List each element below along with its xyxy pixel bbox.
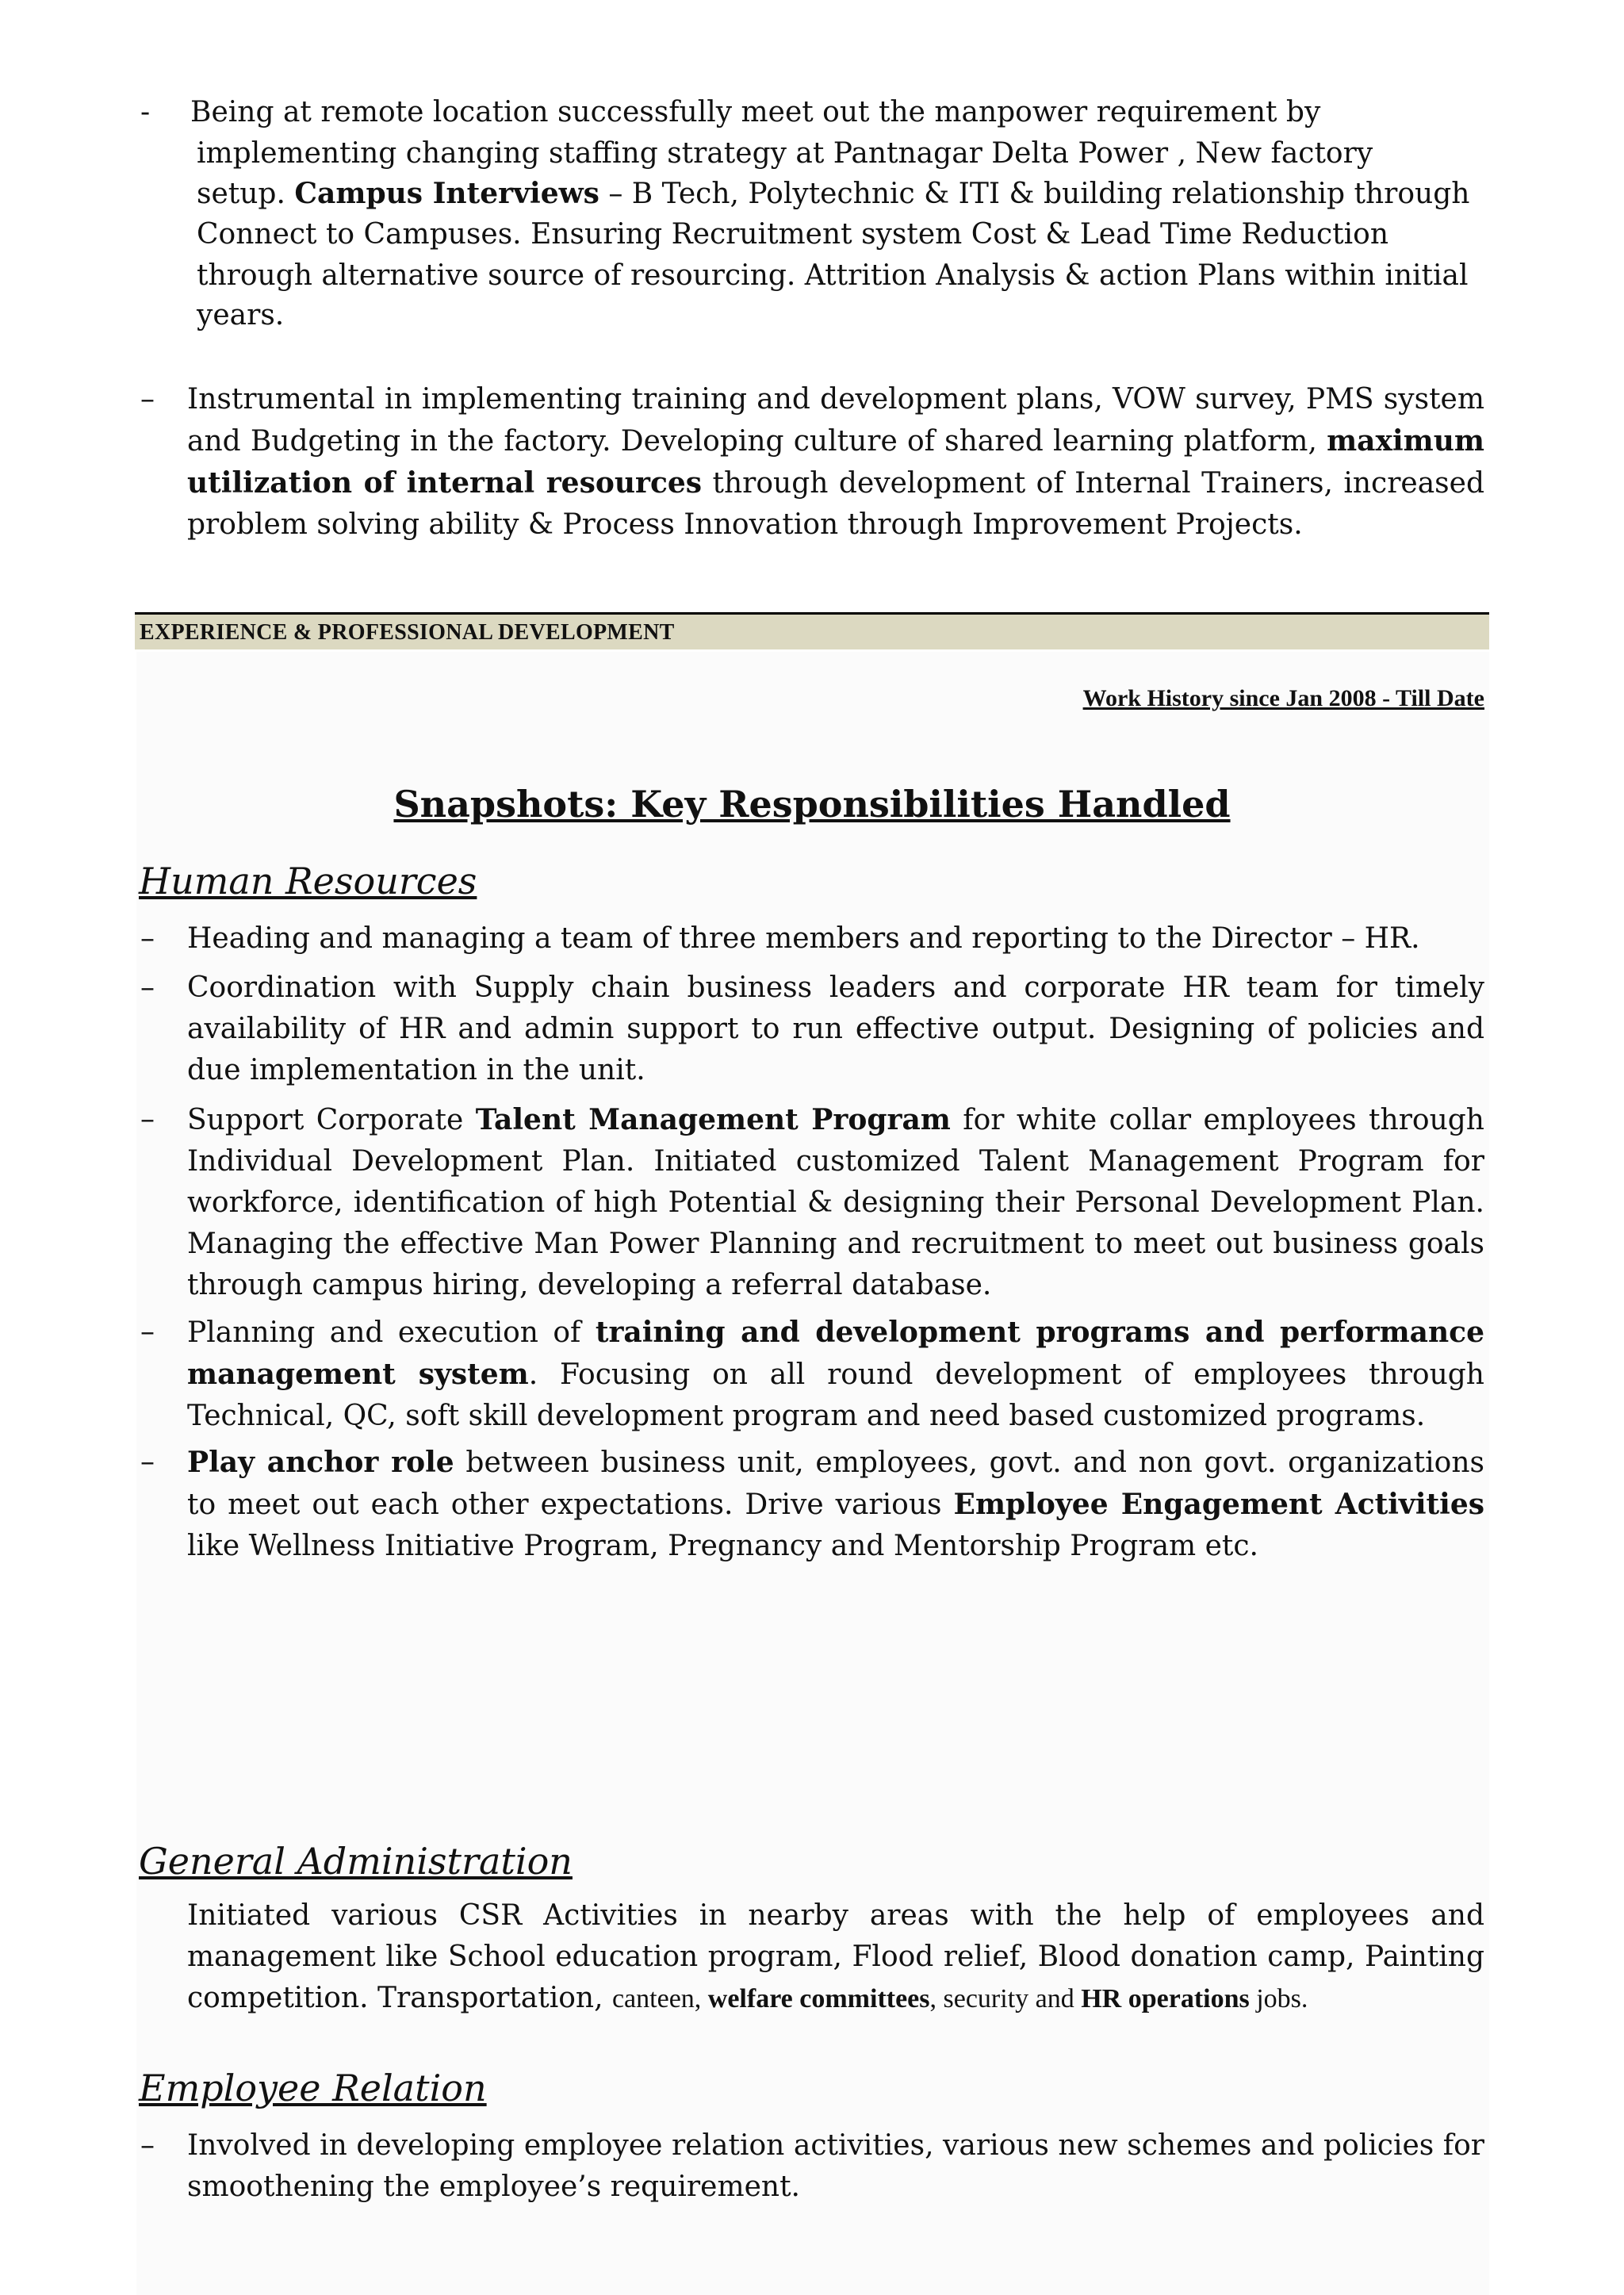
text-line: Connect to Campuses. Ensuring Recruitment system Cost & Lead Time Reduction	[197, 218, 1389, 251]
text-line: implementing changing staffing strategy at Pantnagar Delta Power , New factory	[197, 137, 1373, 170]
bullet-dash: –	[140, 2129, 155, 2162]
bold-internal-resources: maximum utilization of internal resources	[187, 424, 1484, 500]
bold-play-anchor-role: Play anchor role	[187, 1446, 454, 1479]
bold-welfare-committees: welfare committees	[707, 1984, 930, 2013]
bullet-dash: –	[140, 971, 155, 1004]
bullet-dash: -	[140, 96, 151, 128]
paragraph: Coordination with Supply chain business leaders and corporate HR team for timely availability of HR and admin support to run effective output. Designing of policies and due implementation in the unit.	[187, 971, 1484, 1086]
bullet-dash: –	[140, 383, 155, 416]
paragraph: Instrumental in implementing training and development plans, VOW survey, PMS system and Budgeting in the factory. Developing culture of shared learning platform, maximum utilization of internal resources through development of Internal Trainers, increased problem solving ability & Process Innovation through Improvement Projects.	[187, 383, 1484, 541]
text-line: years.	[197, 299, 285, 331]
paragraph: Heading and managing a team of three members and reporting to the Director – HR.	[187, 922, 1420, 955]
heading-general-administration: General Administration	[139, 1840, 573, 1883]
heading-employee-relation: Employee Relation	[139, 2067, 487, 2109]
paragraph: Involved in developing employee relation activities, various new schemes and policies for smoothening the employee’s requirement.	[187, 2129, 1484, 2203]
bullet-dash: –	[140, 1446, 155, 1478]
bold-hr-operations: HR operations	[1081, 1984, 1250, 2013]
bold-engagement-activities: Employee Engagement Activities	[953, 1488, 1484, 1521]
paragraph: Support Corporate Talent Management Program for white collar employees through Individual Development Plan. Initiated customized Talent Management Program for workforce, identification of high Potential & designing their Personal Development Plan. Managing the effective Man Power Planning and recruitment to meet out business goals through campus hiring, developing a referral database.	[187, 1103, 1484, 1301]
bold-training-programs: training and development programs and performance management system	[187, 1316, 1484, 1391]
bold-talent-management: Talent Management Program	[475, 1103, 951, 1136]
section-bar-label: EXPERIENCE & PROFESSIONAL DEVELOPMENT	[140, 620, 675, 645]
bullet-dash: –	[140, 1103, 155, 1136]
page-title: Snapshots: Key Responsibilities Handled	[393, 783, 1231, 826]
bold-campus-interviews: Campus Interviews	[294, 177, 599, 210]
general-administration-paragraph: Initiated various CSR Activities in nearby areas with the help of employees and management like School education program, Flood relief, Blood donation camp, Painting competition. Transportation, canteen, welfare committees, security and HR operations jobs.	[187, 1899, 1484, 2014]
heading-human-resources: Human Resources	[139, 860, 477, 902]
bullet-dash: –	[140, 1316, 155, 1348]
text-line: Being at remote location successfully meet out the manpower requirement by	[190, 96, 1321, 128]
paragraph: Planning and execution of training and development programs and performance management system. Focusing on all round development of employees through Technical, QC, soft skill development program and need based customized programs.	[187, 1316, 1484, 1432]
text-line: setup. Campus Interviews – B Tech, Polytechnic & ITI & building relationship through	[197, 177, 1470, 210]
paragraph: Play anchor role between business unit, employees, govt. and non govt. organizations to meet out each other expectations. Drive various Employee Engagement Activities like Wellness Initiative Program, Pregnancy and Mentorship Program etc.	[187, 1446, 1484, 1562]
work-history-label: Work History since Jan 2008 - Till Date	[1082, 685, 1484, 711]
bullet-dash: –	[140, 922, 155, 955]
text-line: through alternative source of resourcing. Attrition Analysis & action Plans within initial	[197, 259, 1469, 292]
